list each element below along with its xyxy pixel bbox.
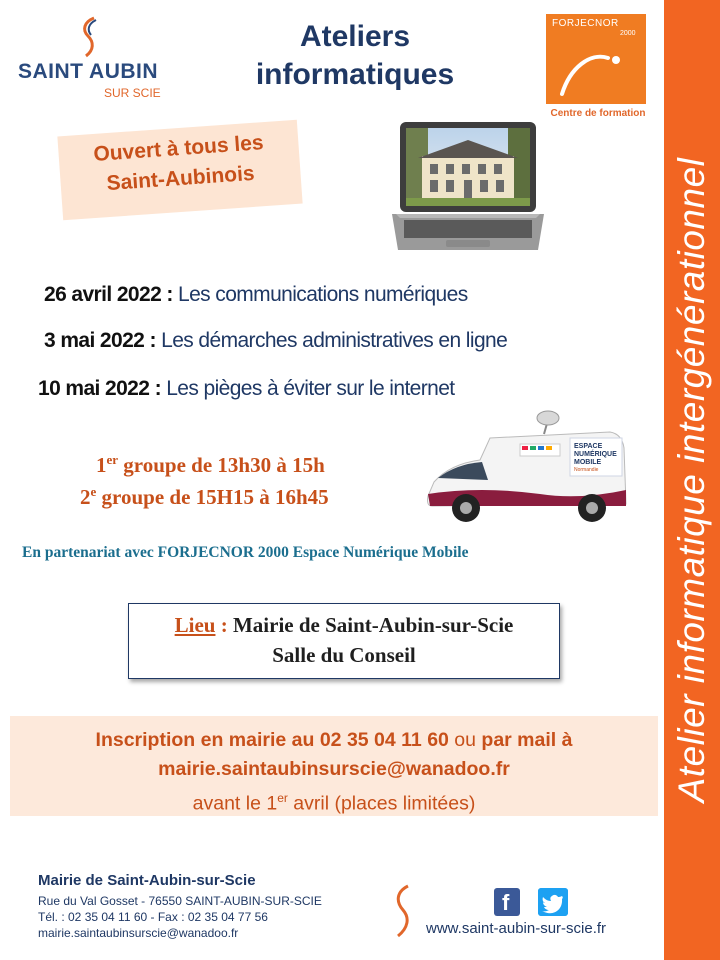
inscription-phone: Inscription en mairie au 02 35 04 11 60 [95,729,449,751]
schedule-topic: Les pièges à éviter sur le internet [160,377,455,400]
schedule-date: 10 mai 2022 : [38,377,161,400]
facebook-icon[interactable]: f [494,888,520,916]
inscription-deadline-sup: er [277,791,288,805]
page-title [210,18,500,94]
van-label-1: ESPACE [574,443,603,450]
saint-aubin-logo [18,16,168,100]
schedule-topic: Les communications numériques [172,283,468,306]
title-line-1: Ateliers [299,20,411,53]
logo-name: SAINT AUBIN [18,60,159,83]
open-line-2: Saint-Aubinois [105,161,256,196]
schedule-item [44,329,507,353]
forjecnor-brand: FORJECNOR [552,18,619,29]
inscription-or: ou [448,729,482,751]
inscription-box [10,716,658,816]
forjecnor-logo [546,14,648,122]
logo-sub: SUR SCIE [104,86,161,100]
group-suffix: e [90,484,97,499]
footer-phone: Tél. : 02 35 04 11 60 - Fax : 02 35 04 77 56 [38,910,268,924]
group-time: groupe de 13h30 à 15h [118,453,325,477]
inscription-mail-intro: par mail à [481,729,573,751]
forjecnor-swoosh-icon [556,38,636,100]
group-suffix: er [106,452,119,467]
partnership-text: En partenariat avec FORJECNOR 2000 Espace Numérique Mobile [22,544,469,561]
website-link[interactable]: www.saint-aubin-sur-scie.fr [426,920,607,937]
saint-aubin-s-icon [76,16,102,64]
footer-address: Rue du Val Gosset - 76550 SAINT-AUBIN-SUR-SCIE [38,894,322,908]
schedule-item [38,377,455,401]
footer-contact [38,872,398,941]
schedule-date: 26 avril 2022 : [44,283,173,306]
van-label-2: NUMÉRIQUE [574,451,617,458]
laptop-image [388,118,548,258]
group-number: 1 [96,453,107,477]
location-place: Mairie de Saint-Aubin-sur-Scie [227,613,514,637]
group-1 [96,452,325,478]
title-line-2: informatiques [255,58,455,91]
inscription-deadline-after: avril (places limitées) [287,792,476,815]
schedule-item [44,283,468,307]
location-room: Salle du Conseil [272,643,416,667]
location-colon: : [215,613,228,637]
group-2 [80,484,329,510]
saint-aubin-s-icon [392,884,414,938]
location-label: Lieu [174,613,216,637]
schedule-date: 3 mai 2022 : [44,329,156,352]
location-box [128,603,560,679]
forjecnor-year: 2000 [620,30,636,37]
footer-title: Mairie de Saint-Aubin-sur-Scie [38,872,256,889]
group-number: 2 [80,485,91,509]
twitter-icon[interactable] [538,888,568,916]
open-to-all-box [57,120,302,221]
schedule-topic: Les démarches administratives en ligne [155,329,508,352]
group-time: groupe de 15H15 à 16h45 [96,485,329,509]
side-band-text: Atelier informatique intergénérationnel [671,157,712,803]
inscription-email: mairie.saintaubinsurscie@wanadoo.fr [158,758,510,780]
van-label-3: MOBILE [574,459,602,466]
forjecnor-caption: Centre de formation [550,108,646,119]
side-band [664,0,720,960]
open-line-1: Ouvert à tous les [92,131,265,166]
footer-email[interactable]: mairie.saintaubinsurscie@wanadoo.fr [38,926,239,940]
inscription-deadline-before: avant le 1 [192,792,278,815]
van-label-4: Normandie [574,467,599,473]
mobile-van-image [420,408,630,532]
